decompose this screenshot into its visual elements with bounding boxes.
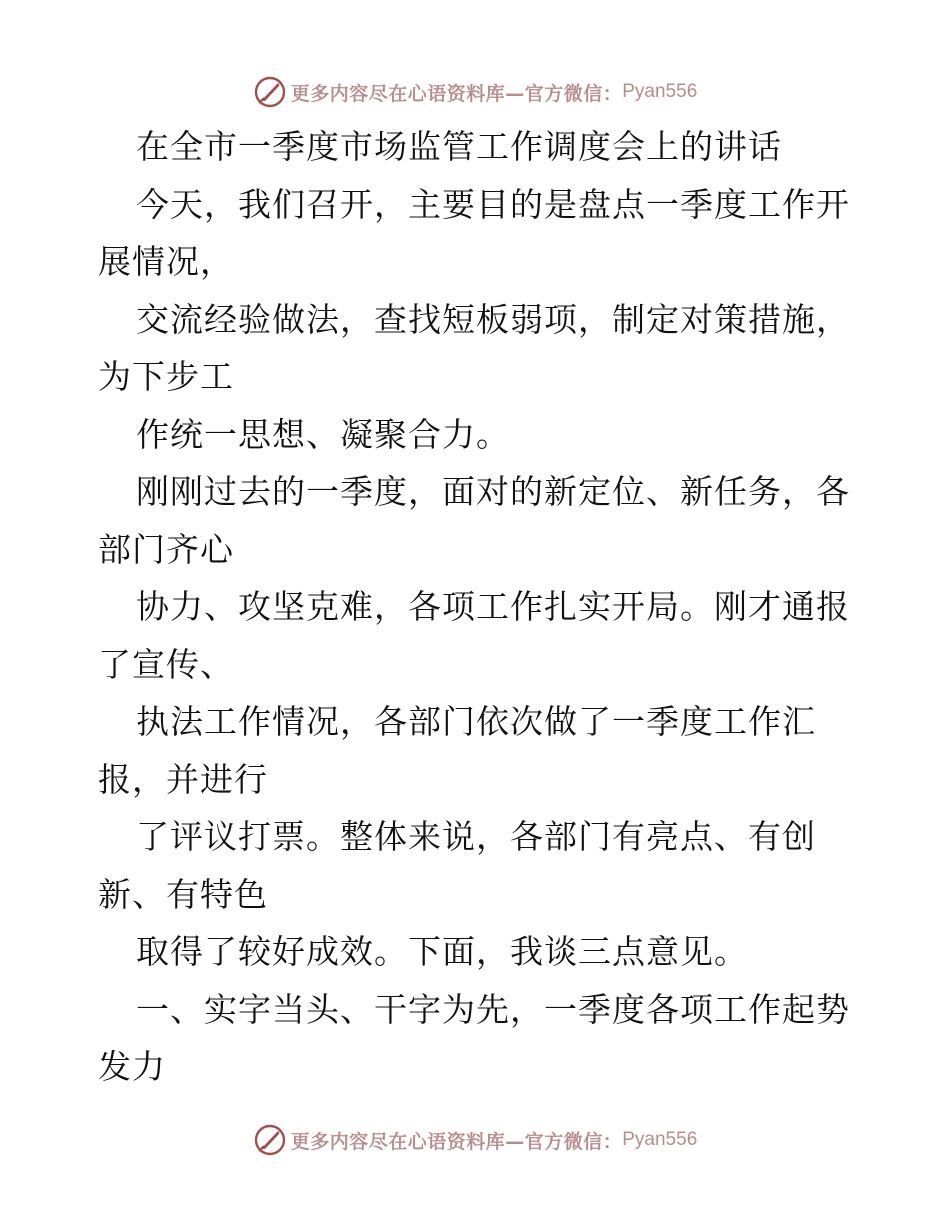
paragraph-line: 新、有特色 bbox=[98, 874, 268, 914]
feather-logo-icon bbox=[253, 1123, 287, 1157]
document-title: 在全市一季度市场监管工作调度会上的讲话 bbox=[136, 127, 782, 166]
paragraph-line: 协力、攻坚克难，各项工作扎实开局。刚才通报 bbox=[136, 587, 850, 626]
header-banner-handle: Pyan556 bbox=[622, 81, 698, 102]
paragraph-line: 取得了较好成效。下面，我谈三点意见。 bbox=[136, 932, 748, 971]
footer-banner bbox=[0, 1120, 950, 1160]
paragraph-line: 交流经验做法，查找短板弱项，制定对策措施， bbox=[136, 299, 850, 339]
paragraph-line: 部门齐心 bbox=[98, 529, 234, 569]
footer-banner-handle: Pyan556 bbox=[622, 1129, 698, 1150]
feather-logo-icon bbox=[253, 75, 287, 109]
section-heading: 一、实字当头、干字为先，一季度各项工作起势 bbox=[136, 989, 850, 1029]
footer-banner-text: 更多内容尽在心语资料库—官方微信： bbox=[290, 1130, 623, 1153]
paragraph-line: 为下步工 bbox=[98, 357, 234, 396]
document-body bbox=[98, 118, 858, 1096]
paragraph-line: 展情况， bbox=[98, 242, 234, 281]
paragraph-line: 报，并进行 bbox=[98, 759, 268, 799]
paragraph-line: 执法工作情况，各部门依次做了一季度工作汇 bbox=[136, 702, 816, 741]
section-heading-continued: 发力 bbox=[98, 1047, 166, 1086]
header-banner-text: 更多内容尽在心语资料库—官方微信： bbox=[290, 82, 623, 105]
paragraph-line: 今天，我们召开，主要目的是盘点一季度工作开 bbox=[136, 184, 850, 224]
header-banner bbox=[0, 72, 950, 112]
paragraph-line: 刚刚过去的一季度，面对的新定位、新任务，各 bbox=[136, 472, 850, 511]
paragraph-line: 作统一思想、凝聚合力。 bbox=[136, 414, 510, 454]
paragraph-line: 了宣传、 bbox=[98, 644, 234, 684]
paragraph-line: 了评议打票。整体来说，各部门有亮点、有创 bbox=[136, 817, 816, 856]
